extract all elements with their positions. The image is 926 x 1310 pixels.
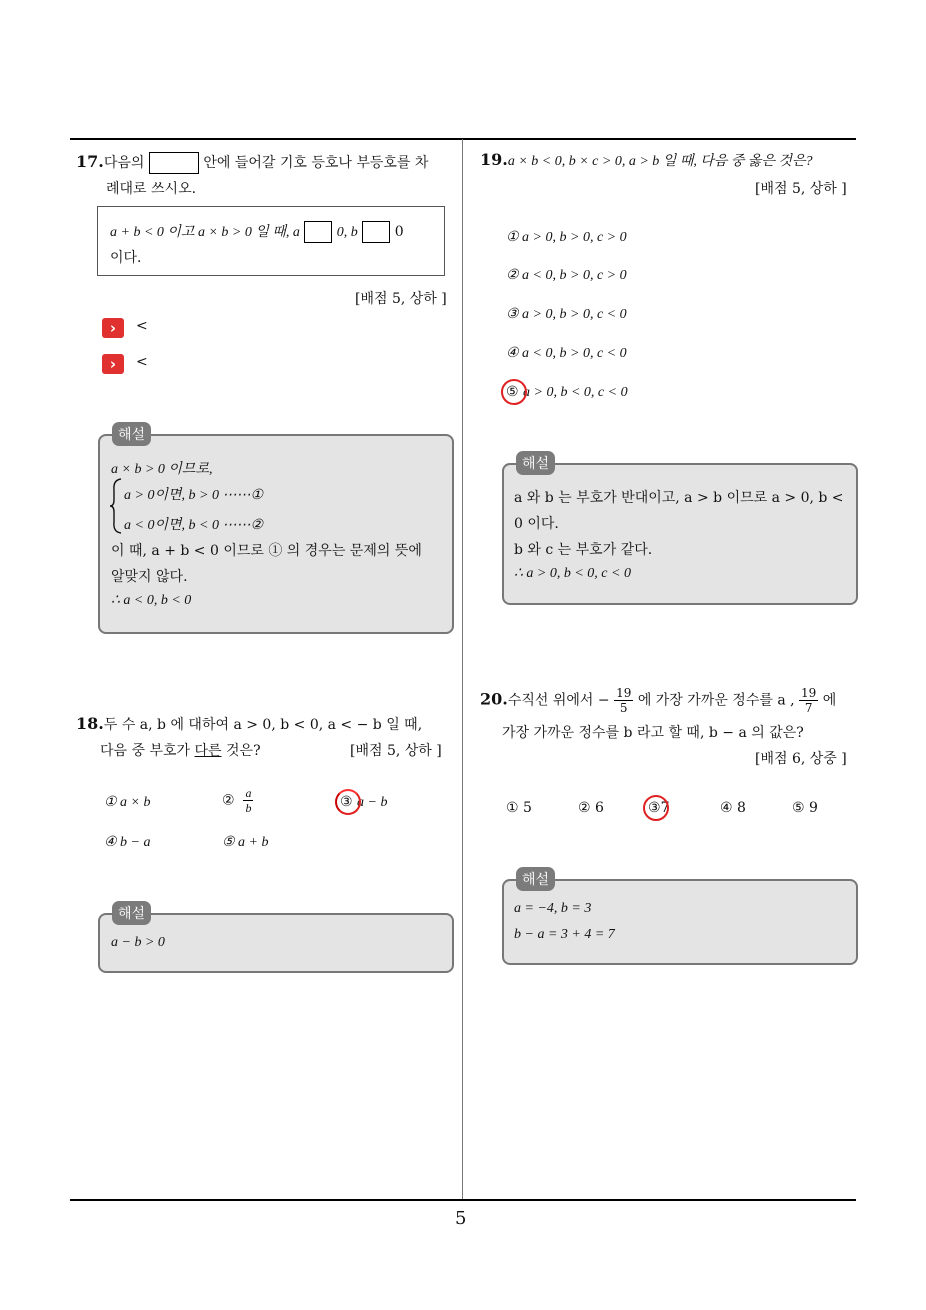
q18-choice-1: ① a × b [104, 795, 151, 810]
q17-text-a: 다음의 [103, 155, 145, 171]
q20-choice-4: ④ 8 [720, 800, 746, 816]
q18-choice-5: ⑤ a + b [222, 835, 269, 850]
q20-choice-2: ② 6 [578, 800, 604, 816]
q17-box-blank-1 [304, 221, 332, 243]
q19-number: 19. [480, 150, 508, 169]
q18-solution-tag: 해설 [112, 901, 151, 925]
brace-icon [110, 478, 122, 534]
q17-sol-case2: a < 0이면, b < 0 ⋯⋯② [124, 518, 263, 533]
top-rule [70, 138, 856, 140]
q18-line2: 다음 중 부호가 다른 것은? [100, 743, 261, 759]
q17-sol-line1: a × b > 0 이므로, [111, 462, 213, 477]
q19-solution-box [502, 463, 858, 605]
q20-fraction-1: $\frac{19}{5}$ [616, 686, 632, 715]
q19-choice-1: ① a > 0, b > 0, c > 0 [506, 230, 627, 245]
q17-solution-box [98, 434, 454, 634]
q19-solution-tag: 해설 [516, 451, 555, 475]
bottom-rule [70, 1199, 856, 1201]
q18-solution-box [98, 913, 454, 973]
q17-line2: 례대로 쓰시오. [106, 181, 197, 197]
q17-answer-2: < [136, 354, 148, 370]
q19-choice-4: ④ a < 0, b > 0, c < 0 [506, 346, 627, 361]
q19-sol-line1: a 와 b 는 부호가 반대이고, a > b 이므로 a > 0, b < [514, 490, 844, 506]
q17-text-b: 안에 들어갈 기호 등호나 부등호를 차 [203, 155, 429, 171]
column-divider [462, 139, 463, 1201]
q17-sol-line3: 이 때, a + b < 0 이므로 ① 의 경우는 문제의 뜻에 [111, 543, 422, 559]
q17-condition-box [97, 206, 445, 276]
q17-number: 17. [76, 152, 104, 171]
q17-score: [배점 5, 상하 ] [355, 291, 447, 307]
answer-chevron-icon: › [102, 318, 124, 338]
q17-sol-line5: ∴ a < 0, b < 0 [111, 593, 192, 608]
q20-number: 20. [480, 689, 508, 709]
answer-circle-mark [501, 379, 527, 405]
q17-sol-case1: a > 0이면, b > 0 ⋯⋯① [124, 488, 263, 503]
q19-sol-line4: ∴ a > 0, b < 0, c < 0 [514, 566, 631, 581]
q17-line1 [76, 152, 428, 174]
q17-answer-1: < [136, 318, 148, 334]
page-number: 5 [455, 1208, 467, 1229]
q19-line1 [480, 150, 813, 170]
q20-solution-box [502, 879, 858, 965]
q20-line1: 20.수직선 위에서 − $\frac{19}{5}$ 에 가장 가까운 정수를 a , $\frac{19}{7}$ 에 [480, 686, 837, 715]
q17-box-blank-2 [362, 221, 390, 243]
q19-choice-2: ② a < 0, b > 0, c > 0 [506, 268, 627, 283]
q19-score: [배점 5, 상하 ] [755, 181, 847, 197]
q17-solution-tag: 해설 [112, 422, 151, 446]
q17-box-line1: a + b < 0 이고 a × b > 0 일 때, a 0, b 0 [110, 221, 404, 243]
q18-choice-4: ④ b − a [104, 835, 151, 850]
q19-sol-line3: b 와 c 는 부호가 같다. [514, 542, 653, 558]
q19-choice-5: ⑤ a > 0, b < 0, c < 0 [506, 384, 628, 400]
q19-text: a × b < 0, b × c > 0, a > b 일 때, 다음 중 옳은 것은? [507, 154, 813, 169]
q20-choice-5: ⑤ 9 [792, 800, 818, 816]
q18-choice-3: ③ a − b [340, 794, 388, 810]
q18-text-a: 두 수 a, b 에 대하여 a > 0, b < 0, a < − b 일 때, [103, 717, 423, 733]
answer-chevron-icon: › [102, 354, 124, 374]
q20-choice-3: ③7 [648, 800, 670, 816]
q18-choice-2: ② $\frac{a}{b}$ [222, 786, 252, 815]
q19-sol-line2: 0 이다. [514, 516, 559, 532]
q17-blank-box [149, 152, 199, 174]
q17-box-line2: 이다. [110, 250, 142, 266]
q20-fraction-2: $\frac{19}{7}$ [801, 686, 817, 715]
q20-choice-1: ① 5 [506, 800, 532, 816]
q20-score: [배점 6, 상중 ] [755, 751, 847, 767]
q18-sol-line1: a − b > 0 [111, 935, 165, 950]
q20-line2: 가장 가까운 정수를 b 라고 할 때, b − a 의 값은? [502, 725, 804, 741]
answer-circle-mark [335, 789, 361, 815]
q19-choice-3: ③ a > 0, b > 0, c < 0 [506, 307, 627, 322]
q18-score: [배점 5, 상하 ] [350, 743, 442, 759]
q18-number: 18. [76, 714, 104, 733]
q20-sol-line2: b − a = 3 + 4 = 7 [514, 927, 615, 942]
q18-line1 [76, 714, 422, 734]
q20-solution-tag: 해설 [516, 867, 555, 891]
q18-choice2-fraction: $\frac{a}{b}$ [245, 786, 252, 815]
q17-sol-line4: 알맞지 않다. [111, 569, 188, 585]
q20-sol-line1: a = −4, b = 3 [514, 901, 592, 916]
answer-circle-mark [643, 795, 669, 821]
